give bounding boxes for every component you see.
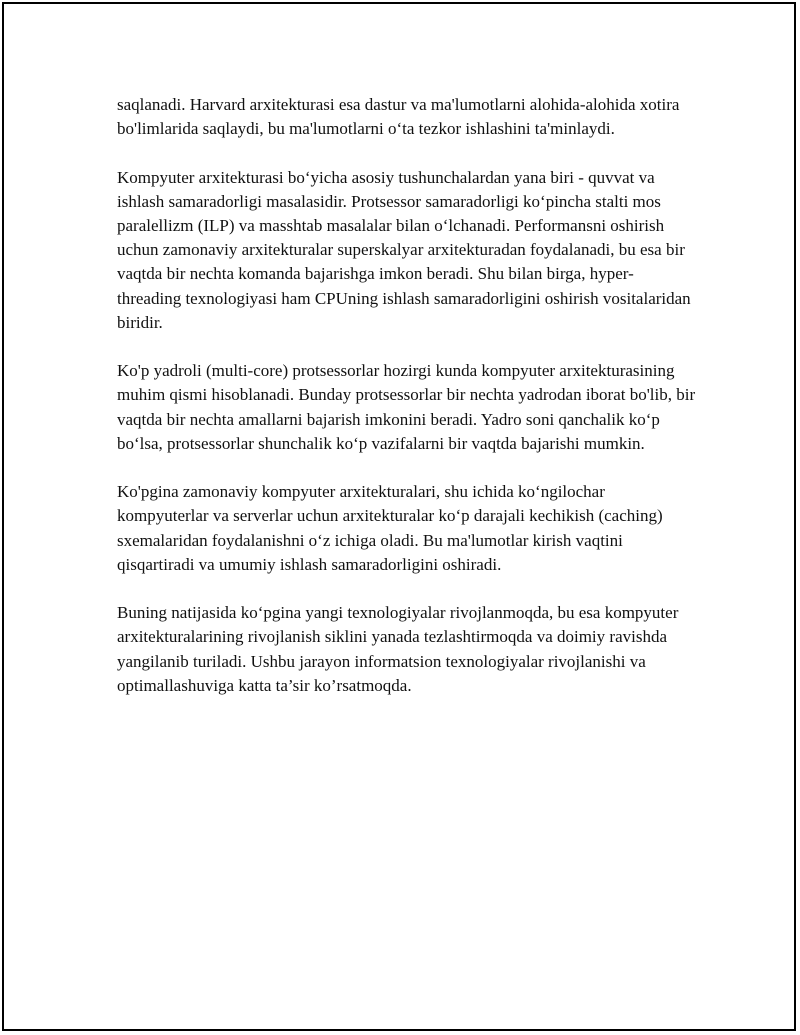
paragraph-harvard-architecture: saqlanadi. Harvard arxitekturasi esa dastur va ma'lumotlarni alohida-alohida xotira bo'limlarida saqlaydi, bu ma'lumotlarni o‘ta tezkor ishlashini ta'minlaydi. [117,95,680,139]
document-body [117,93,697,722]
paragraph-performance: Kompyuter arxitekturasi bo‘yicha asosiy tushunchalardan yana biri - quvvat va ishlash samaradorligi masalasidir. Protsessor samaradorligi ko‘pincha stalti mos paralellizm (ILP) va masshtab masalalar bilan o‘lchanadi. Performansni oshirish uchun zamonaviy arxitekturalar superskalyar arxitekturadan foydalanadi, bu esa bir vaqtda bir nechta komanda bajarishga imkon beradi. Shu bilan birga, hyper-threading texnologiyasi ham CPUning ishlash samaradorligini oshirish vositalaridan biridir. [117,167,691,332]
paragraph-conclusion: Buning natijasida ko‘pgina yangi texnologiyalar rivojlanmoqda, bu esa kompyuter arxitekturalarining rivojlanish siklini yanada tezlashtirmoqda va doimiy ravishda yangilanib turiladi. Ushbu jarayon informatsion texnologiyalar rivojlanishi va optimallashuviga katta ta’sir ko’rsatmoqda. [117,603,679,695]
paragraph-caching: Ko'pgina zamonaviy kompyuter arxitekturalari, shu ichida ko‘ngilochar kompyuterlar va serverlar uchun arxitekturalar ko‘p darajali kechikish (caching) sxemalaridan foydalanishni o‘z ichiga oladi. Bu ma'lumotlar kirish vaqtini qisqartiradi va umumiy ishlash samaradorligini oshiradi. [117,482,663,574]
paragraph-multi-core: Ko'p yadroli (multi-core) protsessorlar hozirgi kunda kompyuter arxitekturasining muhim qismi hisoblanadi. Bunday protsessorlar bir nechta yadrodan iborat bo'lib, bir vaqtda bir nechta amallarni bajarish imkonini beradi. Yadro soni qanchalik ko‘p bo‘lsa, protsessorlar shunchalik ko‘p vazifalarni bir vaqtda bajarishi mumkin. [117,361,696,453]
